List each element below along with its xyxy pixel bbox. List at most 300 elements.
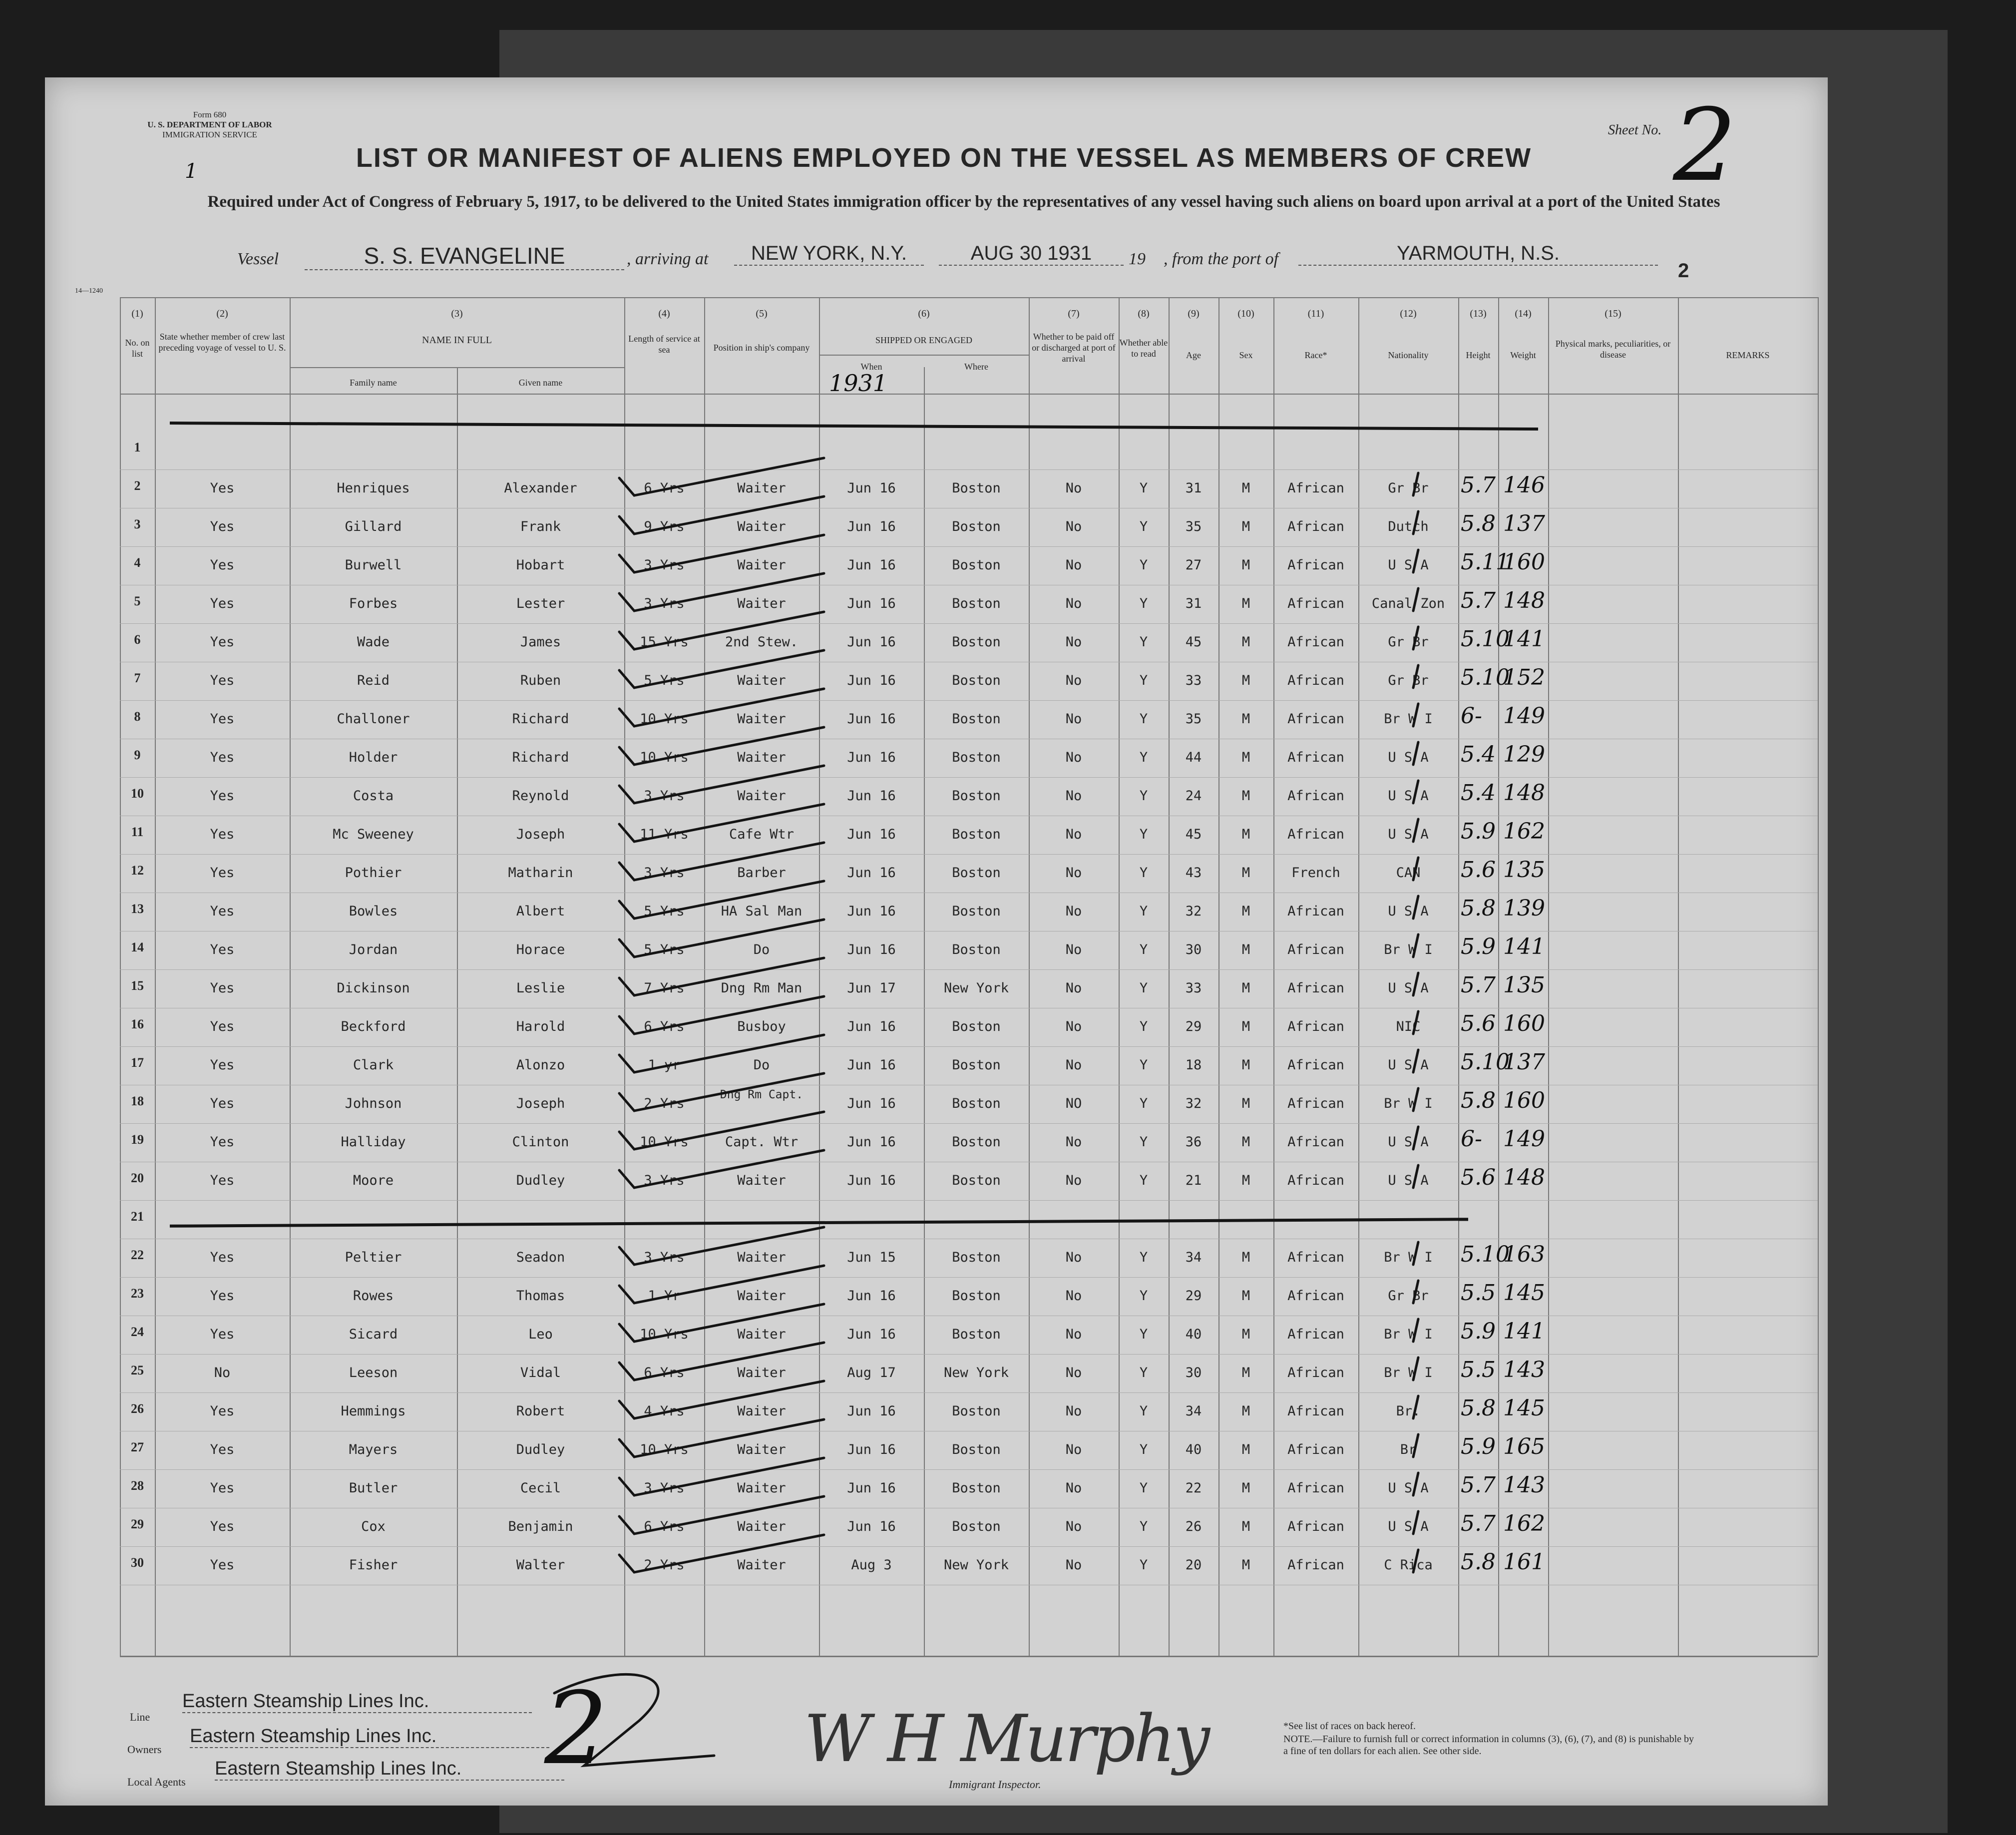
cell-family: Leeson	[349, 1365, 398, 1380]
cell-where: Boston	[952, 904, 1001, 919]
cell-family: Moore	[353, 1173, 394, 1188]
cell-given: Leo	[528, 1327, 553, 1342]
cell-height: 5.4	[1461, 742, 1496, 767]
cell-sex: M	[1241, 827, 1250, 842]
cell-race: African	[1287, 1096, 1344, 1111]
cell-position: Waiter	[737, 1519, 786, 1534]
cell-paid: No	[1065, 750, 1082, 765]
cell-weight: 141	[1503, 626, 1545, 652]
cell-prev: Yes	[210, 1327, 235, 1342]
cell-age: 44	[1185, 750, 1202, 765]
cell-when: Jun 16	[847, 1480, 896, 1496]
cell-when: Jun 16	[847, 904, 896, 919]
cell-height: 5.8	[1461, 1088, 1496, 1113]
cell-race: African	[1287, 904, 1344, 919]
cell-given: Robert	[516, 1403, 565, 1419]
cell-position: Waiter	[737, 596, 786, 611]
penalty-note: NOTE.—Failure to furnish full or correct information in columns (3), (6), (7), and (8) is punishable by a fine of ten dollars for each alien. See other side.	[1283, 1734, 1694, 1757]
handwritten-mark: 1	[185, 160, 198, 183]
cell-race: African	[1287, 480, 1344, 496]
cell-prev: Yes	[210, 788, 235, 804]
cell-race: African	[1287, 1057, 1344, 1073]
cell-read: Y	[1139, 788, 1148, 804]
cell-paid: No	[1065, 1480, 1082, 1496]
cell-race: African	[1287, 1019, 1344, 1034]
header-bottom-rule	[120, 394, 1818, 395]
cell-no: 25	[131, 1363, 144, 1377]
cell-no: 20	[131, 1171, 144, 1185]
row-rule	[120, 1392, 1818, 1393]
cell-nat: Br W I	[1384, 1096, 1433, 1111]
cell-sex: M	[1241, 1403, 1250, 1419]
cell-read: Y	[1139, 942, 1148, 957]
cell-service: 2 Yrs	[644, 1096, 685, 1111]
cell-when: Jun 16	[847, 519, 896, 534]
cell-paid: No	[1065, 1519, 1082, 1534]
cell-position: Waiter	[737, 711, 786, 727]
cell-nat: Br	[1400, 1442, 1417, 1457]
cell-family: Reid	[357, 673, 390, 688]
cell-height: 5.9	[1461, 819, 1496, 844]
cell-position: 2nd Stew.	[725, 634, 799, 650]
cell-no: 6	[134, 632, 141, 647]
cell-race: African	[1287, 596, 1344, 611]
cell-sex: M	[1241, 1134, 1250, 1150]
cell-no: 26	[131, 1401, 144, 1416]
row-rule	[120, 1546, 1818, 1547]
cell-paid: NO	[1065, 1096, 1082, 1111]
cell-prev: Yes	[210, 673, 235, 688]
cell-prev: Yes	[210, 519, 235, 534]
cell-prev: Yes	[210, 942, 235, 957]
col-num: (1)	[131, 308, 143, 319]
cell-read: Y	[1139, 557, 1148, 573]
arrival-port: NEW YORK, N.Y.	[734, 242, 924, 266]
cell-when: Jun 16	[847, 1442, 896, 1457]
cell-nat: Br W I	[1384, 1250, 1433, 1265]
cell-service: 7 Yrs	[644, 980, 685, 996]
cell-weight: 145	[1503, 1280, 1545, 1306]
header-previous-voyage: State whether member of crew last preceding voyage of vessel to U. S.	[158, 332, 286, 353]
cell-paid: No	[1065, 673, 1082, 688]
cell-weight: 149	[1503, 1126, 1545, 1152]
cell-nat: Dutch	[1388, 519, 1429, 534]
cell-service: 3 Yrs	[644, 557, 685, 573]
col-num: (8)	[1138, 308, 1150, 319]
cell-prev: Yes	[210, 1134, 235, 1150]
cell-position: Cafe Wtr	[729, 827, 795, 842]
row-rule	[120, 1200, 1818, 1201]
cell-race: African	[1287, 1365, 1344, 1380]
vessel-label: Vessel	[237, 250, 279, 268]
cell-nat: U S A	[1388, 788, 1429, 804]
subheader-rule	[819, 355, 1029, 356]
cell-race: African	[1287, 673, 1344, 688]
cell-family: Butler	[349, 1480, 398, 1496]
cell-nat: Br W I	[1384, 711, 1433, 727]
cell-nat: U S A	[1388, 750, 1429, 765]
cell-family: Costa	[353, 788, 394, 804]
cell-no: 15	[131, 978, 144, 993]
cell-no: 22	[131, 1248, 144, 1262]
cell-service: 10 Yrs	[640, 1442, 689, 1457]
cell-where: Boston	[952, 788, 1001, 804]
col-num: (14)	[1515, 308, 1532, 319]
cell-family: Clark	[353, 1057, 394, 1073]
header-shipped-engaged: SHIPPED OR ENGAGED	[875, 335, 972, 345]
header-position: Position in ship's company	[713, 343, 810, 353]
cell-paid: No	[1065, 788, 1082, 804]
cell-when: Jun 16	[847, 596, 896, 611]
cell-position: Waiter	[737, 519, 786, 534]
cell-weight: 160	[1503, 549, 1545, 575]
cell-height: 5.8	[1461, 1549, 1496, 1575]
row-rule	[120, 469, 1818, 470]
cell-age: 32	[1185, 1096, 1202, 1111]
cell-no: 10	[131, 786, 144, 801]
cell-given: Benjamin	[508, 1519, 573, 1534]
cell-prev: Yes	[210, 904, 235, 919]
cell-weight: 141	[1503, 934, 1545, 959]
cell-paid: No	[1065, 980, 1082, 996]
cell-race: African	[1287, 1134, 1344, 1150]
form-title: LIST OR MANIFEST OF ALIENS EMPLOYED ON THE VESSEL AS MEMBERS OF CREW	[356, 143, 1532, 173]
cell-sex: M	[1241, 1173, 1250, 1188]
cell-height: 5.7	[1461, 1511, 1496, 1536]
cell-prev: Yes	[210, 480, 235, 496]
cell-nat: Br W I	[1384, 1365, 1433, 1380]
cell-height: 5.10	[1461, 626, 1510, 652]
cell-no: 7	[134, 671, 141, 685]
cell-age: 30	[1185, 942, 1202, 957]
cell-height: 5.7	[1461, 588, 1496, 613]
cell-prev: Yes	[210, 750, 235, 765]
cell-weight: 163	[1503, 1242, 1545, 1267]
cell-given: Lester	[516, 596, 565, 611]
strike-line	[170, 422, 1538, 431]
cell-age: 18	[1185, 1057, 1202, 1073]
cell-family: Henriques	[337, 480, 410, 496]
cell-height: 5.6	[1461, 857, 1496, 883]
cell-height: 5.8	[1461, 896, 1496, 921]
cell-age: 43	[1185, 865, 1202, 881]
cell-given: James	[520, 634, 561, 650]
cell-height: 6-	[1461, 1126, 1482, 1152]
cell-service: 6 Yrs	[644, 1519, 685, 1534]
cell-paid: No	[1065, 1442, 1082, 1457]
page-code: 2	[1678, 260, 1689, 282]
header-sex: Sex	[1239, 350, 1253, 360]
cell-race: African	[1287, 1250, 1344, 1265]
cell-weight: 137	[1503, 511, 1545, 536]
cell-family: Fisher	[349, 1557, 398, 1573]
cell-position: Waiter	[737, 1365, 786, 1380]
row-rule	[120, 700, 1818, 701]
cell-given: Alonzo	[516, 1057, 565, 1073]
cell-read: Y	[1139, 1288, 1148, 1304]
cell-position: Waiter	[737, 1288, 786, 1304]
column-rule	[1548, 297, 1549, 1656]
cell-prev: Yes	[210, 711, 235, 727]
cell-service: 1 yr	[648, 1057, 681, 1073]
cell-height: 6-	[1461, 703, 1482, 729]
cell-read: Y	[1139, 827, 1148, 842]
cell-nat: U S A	[1388, 980, 1429, 996]
cell-weight: 148	[1503, 780, 1545, 806]
cell-weight: 162	[1503, 1511, 1545, 1536]
cell-height: 5.9	[1461, 1319, 1496, 1344]
cell-read: Y	[1139, 1057, 1148, 1073]
cell-given: Reynold	[512, 788, 569, 804]
cell-height: 5.10	[1461, 1049, 1510, 1075]
cell-race: African	[1287, 519, 1344, 534]
table-top-rule	[120, 297, 1818, 298]
cell-service: 6 Yrs	[644, 480, 685, 496]
form-meta	[135, 110, 285, 140]
cell-when: Aug 3	[851, 1557, 892, 1573]
cell-weight: 143	[1503, 1357, 1545, 1382]
cell-where: New York	[943, 1557, 1009, 1573]
cell-age: 35	[1185, 519, 1202, 534]
cell-age: 27	[1185, 557, 1202, 573]
cell-no: 28	[131, 1478, 144, 1493]
cell-nat: Br.	[1396, 1403, 1421, 1419]
cell-service: 4 Yrs	[644, 1403, 685, 1419]
cell-when: Jun 16	[847, 1134, 896, 1150]
cell-prev: Yes	[210, 1250, 235, 1265]
cell-given: Walter	[516, 1557, 565, 1573]
cell-sex: M	[1241, 980, 1250, 996]
cell-race: African	[1287, 942, 1344, 957]
cell-paid: No	[1065, 1250, 1082, 1265]
cell-when: Jun 16	[847, 865, 896, 881]
header-where: Where	[964, 362, 988, 372]
cell-family: Jordan	[349, 942, 398, 957]
cell-age: 29	[1185, 1288, 1202, 1304]
form-number: Form 680	[193, 110, 227, 119]
cell-service: 11 Yrs	[640, 827, 689, 842]
row-rule	[120, 546, 1818, 547]
cell-family: Pothier	[345, 865, 402, 881]
row-rule	[120, 969, 1818, 970]
cell-age: 34	[1185, 1403, 1202, 1419]
column-rule	[1678, 297, 1679, 1656]
cell-paid: No	[1065, 1173, 1082, 1188]
col-num: (12)	[1400, 308, 1417, 319]
cell-race: African	[1287, 1403, 1344, 1419]
cell-position: Waiter	[737, 480, 786, 496]
cell-family: Dickinson	[337, 980, 410, 996]
cell-given: Dudley	[516, 1173, 565, 1188]
header-given-name: Given name	[518, 378, 563, 388]
cell-read: Y	[1139, 711, 1148, 727]
cell-height: 5.11	[1461, 549, 1510, 575]
cell-position: Do	[753, 1057, 770, 1073]
cell-height: 5.5	[1461, 1280, 1496, 1306]
cell-read: Y	[1139, 1134, 1148, 1150]
cell-prev: Yes	[210, 1096, 235, 1111]
cell-age: 35	[1185, 711, 1202, 727]
cell-no: 12	[131, 863, 144, 878]
cell-no: 18	[131, 1094, 144, 1108]
cell-height: 5.7	[1461, 472, 1496, 498]
owners-company: Eastern Steamship Lines Inc.	[190, 1726, 549, 1748]
cell-nat: Br W I	[1384, 1327, 1433, 1342]
col-num: (6)	[918, 308, 930, 319]
cell-height: 5.6	[1461, 1165, 1496, 1190]
cell-position: Do	[753, 942, 770, 957]
cell-sex: M	[1241, 480, 1250, 496]
cell-where: New York	[943, 980, 1009, 996]
cell-service: 9 Yrs	[644, 519, 685, 534]
cell-when: Jun 16	[847, 480, 896, 496]
cell-no: 27	[131, 1440, 144, 1454]
col-num: (11)	[1307, 308, 1324, 319]
cell-service: 3 Yrs	[644, 788, 685, 804]
cell-service: 3 Yrs	[644, 1173, 685, 1188]
cell-weight: 165	[1503, 1434, 1545, 1459]
cell-service: 10 Yrs	[640, 711, 689, 727]
cell-sex: M	[1241, 711, 1250, 727]
cell-race: African	[1287, 750, 1344, 765]
cell-age: 21	[1185, 1173, 1202, 1188]
cell-sex: M	[1241, 865, 1250, 881]
cell-sex: M	[1241, 1250, 1250, 1265]
cell-race: African	[1287, 980, 1344, 996]
cell-read: Y	[1139, 980, 1148, 996]
cell-weight: 160	[1503, 1011, 1545, 1036]
cell-service: 3 Yrs	[644, 1250, 685, 1265]
sheet-label: Sheet No.	[1608, 122, 1662, 138]
cell-where: Boston	[952, 750, 1001, 765]
cell-no: 19	[131, 1132, 144, 1147]
cell-paid: No	[1065, 634, 1082, 650]
cell-paid: No	[1065, 865, 1082, 881]
cell-nat: U S A	[1388, 1173, 1429, 1188]
cell-read: Y	[1139, 865, 1148, 881]
cell-where: Boston	[952, 865, 1001, 881]
cell-nat: NIC	[1396, 1019, 1421, 1034]
cell-service: 5 Yrs	[644, 904, 685, 919]
col-num: (9)	[1188, 308, 1200, 319]
cell-read: Y	[1139, 1442, 1148, 1457]
cell-where: Boston	[952, 1250, 1001, 1265]
cell-prev: Yes	[210, 1288, 235, 1304]
arrival-date: AUG 30 1931	[939, 242, 1124, 266]
cell-where: Boston	[952, 827, 1001, 842]
cell-race: African	[1287, 1442, 1344, 1457]
cell-where: Boston	[952, 1096, 1001, 1111]
cell-height: 5.8	[1461, 1395, 1496, 1421]
cell-height: 5.4	[1461, 780, 1496, 806]
cell-weight: 148	[1503, 1165, 1545, 1190]
cell-when: Jun 16	[847, 942, 896, 957]
subheader-rule	[290, 367, 624, 368]
races-note: *See list of races on back hereof.	[1283, 1721, 1416, 1732]
cell-given: Frank	[520, 519, 561, 534]
cell-when: Jun 15	[847, 1250, 896, 1265]
cell-where: Boston	[952, 1019, 1001, 1034]
cell-race: African	[1287, 1327, 1344, 1342]
header-paid-off: Whether to be paid off or discharged at port of arrival	[1032, 332, 1116, 364]
cell-sex: M	[1241, 596, 1250, 611]
cell-age: 45	[1185, 827, 1202, 842]
cell-sex: M	[1241, 1442, 1250, 1457]
cell-when: Jun 16	[847, 1327, 896, 1342]
cell-race: African	[1287, 827, 1344, 842]
cell-height: 5.7	[1461, 1472, 1496, 1498]
cell-height: 5.6	[1461, 1011, 1496, 1036]
cell-read: Y	[1139, 1557, 1148, 1573]
cell-family: Rowes	[353, 1288, 394, 1304]
cell-weight: 135	[1503, 857, 1545, 883]
inspector-signature: W H Murphy	[804, 1701, 1208, 1777]
cell-where: Boston	[952, 942, 1001, 957]
cell-position: Waiter	[737, 1442, 786, 1457]
cell-weight: 148	[1503, 588, 1545, 613]
cell-weight: 149	[1503, 703, 1545, 729]
cell-given: Joseph	[516, 827, 565, 842]
cell-no: 17	[131, 1055, 144, 1070]
cell-position: HA Sal Man	[721, 904, 803, 919]
cell-family: Bowles	[349, 904, 398, 919]
cell-read: Y	[1139, 673, 1148, 688]
row-rule	[120, 1123, 1818, 1124]
cell-prev: Yes	[210, 1173, 235, 1188]
cell-age: 29	[1185, 1019, 1202, 1034]
cell-service: 10 Yrs	[640, 1134, 689, 1150]
cell-service: 6 Yrs	[644, 1365, 685, 1380]
cell-service: 3 Yrs	[644, 596, 685, 611]
cell-read: Y	[1139, 1480, 1148, 1496]
cell-age: 40	[1185, 1442, 1202, 1457]
cell-sex: M	[1241, 788, 1250, 804]
cell-when: Jun 16	[847, 673, 896, 688]
cell-no: 5	[134, 594, 141, 608]
cell-read: Y	[1139, 1403, 1148, 1419]
cell-paid: No	[1065, 480, 1082, 496]
inspector-label: Immigrant Inspector.	[949, 1778, 1041, 1791]
cell-prev: Yes	[210, 1442, 235, 1457]
cell-family: Holder	[349, 750, 398, 765]
cell-sex: M	[1241, 1019, 1250, 1034]
cell-position: Capt. Wtr	[725, 1134, 799, 1150]
line-company: Eastern Steamship Lines Inc.	[182, 1691, 532, 1713]
cell-height: 5.7	[1461, 972, 1496, 998]
cell-weight: 141	[1503, 1319, 1545, 1344]
cell-race: African	[1287, 557, 1344, 573]
cell-where: Boston	[952, 1327, 1001, 1342]
cell-given: Richard	[512, 750, 569, 765]
cell-nat: C Rica	[1384, 1557, 1433, 1573]
header-nationality: Nationality	[1388, 350, 1429, 360]
cell-where: Boston	[952, 1403, 1001, 1419]
col-num: (3)	[451, 308, 463, 319]
cell-height: 5.10	[1461, 665, 1510, 690]
cell-paid: No	[1065, 711, 1082, 727]
cell-race: African	[1287, 1557, 1344, 1573]
cell-where: Boston	[952, 1057, 1001, 1073]
cell-prev: Yes	[210, 1057, 235, 1073]
cell-paid: No	[1065, 1288, 1082, 1304]
cell-given: Ruben	[520, 673, 561, 688]
cell-paid: No	[1065, 1327, 1082, 1342]
cell-service: 10 Yrs	[640, 750, 689, 765]
cell-when: Jun 16	[847, 750, 896, 765]
cell-prev: Yes	[210, 1019, 235, 1034]
cell-read: Y	[1139, 596, 1148, 611]
cell-prev: Yes	[210, 1403, 235, 1419]
